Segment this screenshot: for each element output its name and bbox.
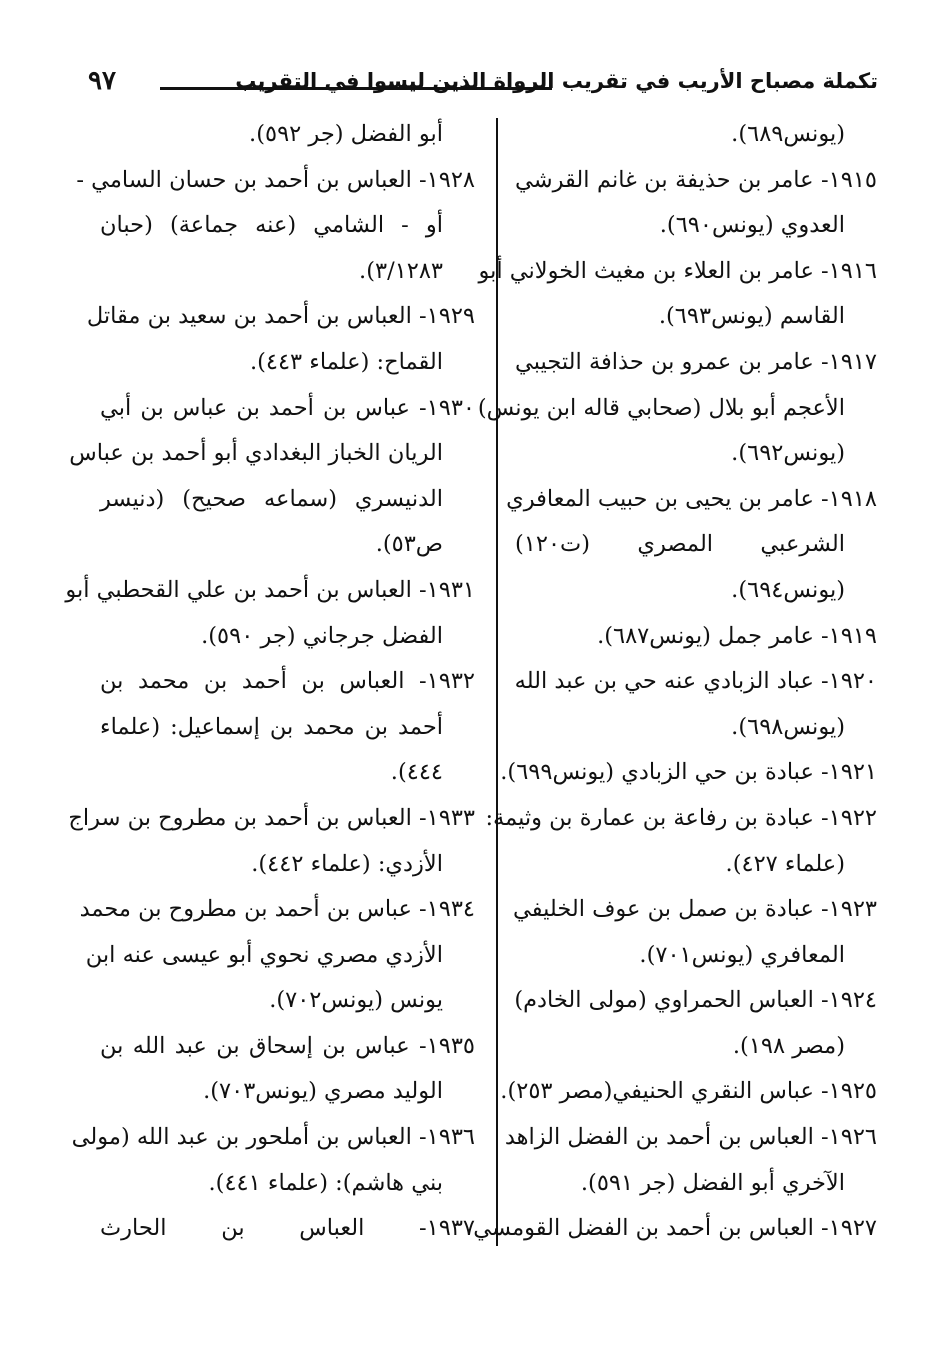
text-line: ص٥٣). xyxy=(375,531,443,558)
text-line: أحمد بن محمد بن إسماعيل: (علماء xyxy=(100,713,443,740)
text-line: الشرعبي المصري (ت١٢٠) xyxy=(515,531,845,558)
text-line: الأزدي: (علماء ٤٤٢). xyxy=(251,850,443,877)
text-line: الدنيسري (سماعه صحيح) (دنيسر xyxy=(100,485,443,512)
text-line: يونس (يونس٧٠٢). xyxy=(269,987,443,1014)
text-line: الريان الخباز البغدادي أبو أحمد بن عباس xyxy=(69,440,443,467)
text-line: ١٩٣٥- عباس بن إسحاق بن عبد الله بن xyxy=(100,1032,475,1059)
text-line: ١٩١٧- عامر بن عمرو بن حذافة التجيبي xyxy=(515,348,877,375)
text-line: ١٩٣٢- العباس بن أحمد بن محمد بن xyxy=(100,668,475,695)
text-line: أو - الشامي (عنه جماعة) (حبان xyxy=(100,212,443,239)
running-title: تكملة مصباح الأريب في تقريب الرواة الذين ليسوا في التقريب xyxy=(235,69,878,93)
text-line: ١٩٣٤- عباس بن أحمد بن مطروح بن محمد xyxy=(79,896,475,923)
text-line: ١٩٣٣- العباس بن أحمد بن مطروح بن سراج xyxy=(68,804,475,831)
running-header xyxy=(78,66,878,106)
text-line: الآخري أبو الفضل (جر ٥٩١). xyxy=(580,1169,845,1196)
text-line: ١٩١٦- عامر بن العلاء بن مغيث الخولاني أبو xyxy=(478,257,877,284)
page-number: ٩٧ xyxy=(88,66,116,96)
text-line: (مصر ١٩٨). xyxy=(732,1032,845,1059)
text-line: بني هاشم): (علماء ٤٤١). xyxy=(208,1169,443,1196)
text-line: الأعجم أبو بلال (صحابي قاله ابن يونس) xyxy=(477,394,845,421)
text-line: الفضل جرجاني (جر ٥٩٠). xyxy=(201,622,443,649)
text-line: (يونس٦٨٩). xyxy=(731,121,845,147)
text-line: (يونس٦٩٨). xyxy=(731,713,845,740)
text-line: ١٩٢٩- العباس بن أحمد بن سعيد بن مقاتل xyxy=(86,303,475,330)
text-line: ١٩١٩- عامر جمل (يونس٦٨٧). xyxy=(597,622,877,649)
text-line: ١٩١٥- عامر بن حذيفة بن غانم القرشي xyxy=(515,166,877,193)
text-line: ١٩٢٦- العباس بن أحمد بن الفضل الزاهد xyxy=(504,1124,877,1151)
text-line: ١٩١٨- عامر بن يحيى بن حبيب المعافري xyxy=(506,485,877,512)
text-line: المعافري (يونس٧٠١). xyxy=(639,941,845,968)
text-line: (يونس٦٩٤). xyxy=(731,576,845,603)
text-line: الوليد مصري (يونس٧٠٣). xyxy=(203,1078,443,1105)
text-line: ١٩٢٥- عباس النقري الحنيفي(مصر ٢٥٣). xyxy=(500,1078,877,1105)
text-line: ١٩٢٤- العباس الحمراوي (مولى الخادم) xyxy=(514,987,877,1014)
text-line: ١٩٢٢- عبادة بن رفاعة بن عمارة بن وثيمة: xyxy=(485,804,877,831)
text-line: ١٩٢٧- العباس بن أحمد بن الفضل القومسي xyxy=(473,1215,877,1242)
text-line: القاسم (يونس٦٩٣). xyxy=(658,303,845,330)
text-line: أبو الفضل (جر ٥٩٢). xyxy=(249,121,443,147)
text-line: ٤٤٤). xyxy=(390,759,443,786)
text-line: ١٩٢١- عبادة بن حي الزبادي (يونس٦٩٩). xyxy=(500,759,877,786)
text-line: (يونس٦٩٢). xyxy=(731,440,845,467)
text-line: الأزدي مصري نحوي أبو عيسى عنه ابن xyxy=(85,941,443,968)
text-line: ١٩٣٠- عباس بن أحمد بن عباس بن أبي xyxy=(100,394,475,421)
text-line: ١٩٣٧- العباس بن الحارث xyxy=(100,1215,475,1242)
right-text-column xyxy=(473,112,877,1252)
text-line: القماح: (علماء ٤٤٣). xyxy=(249,348,443,375)
text-line: ١٩٢٠- عباد الزبادي عنه حي بن عبد الله xyxy=(514,668,877,695)
text-line: ٣/١٢٨٣). xyxy=(359,257,443,284)
text-line: ١٩٢٨- العباس بن أحمد بن حسان السامي - xyxy=(76,166,475,193)
left-text-column xyxy=(65,112,475,1252)
text-line: ١٩٣٦- العباس بن أملحور بن عبد الله (مولى xyxy=(71,1124,475,1151)
text-line: العدوي (يونس٦٩٠). xyxy=(659,212,845,239)
text-line: ١٩٣١- العباس بن أحمد بن علي القحطبي أبو xyxy=(65,576,475,603)
text-line: ١٩٢٣- عبادة بن صمل بن عوف الخليفي xyxy=(512,896,877,923)
text-line: (علماء ٤٢٧). xyxy=(725,850,845,877)
